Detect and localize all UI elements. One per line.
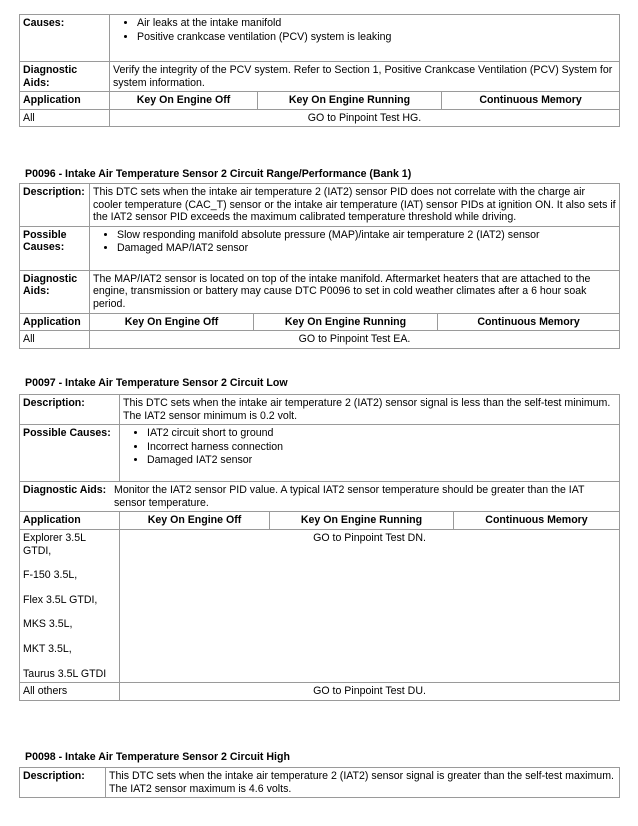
list-item: • Positive crankcase ventilation (PCV) system is leaking (137, 31, 616, 44)
causes-list (93, 229, 616, 255)
diagnostic-aids-label: Diagnostic Aids: (23, 484, 107, 497)
column-header-koeo: Key On Engine Off (120, 512, 270, 530)
column-header-application: Application (20, 512, 120, 530)
table-row (20, 683, 620, 701)
list-item: • IAT2 circuit short to ground (147, 427, 616, 440)
description-label: Description: (20, 184, 90, 227)
causes-list (123, 427, 616, 467)
dtc-title-p0097: P0097 - Intake Air Temperature Sensor 2 Circuit Low (25, 377, 288, 389)
diagnostic-aids-text: Verify the integrity of the PCV system. Refer to Section 1, Positive Crankcase Ventilation (PCV) System for system information. (110, 62, 620, 92)
list-item: • Slow responding manifold absolute pressure (MAP)/intake air temperature 2 (IAT2) sensor (117, 229, 616, 242)
dtc-table-p0096 (19, 183, 620, 349)
table-row (20, 109, 620, 127)
diagnostic-aids-row (20, 482, 620, 512)
list-item: • Incorrect harness connection (147, 441, 616, 454)
causes-cell (110, 15, 620, 62)
description-text: This DTC sets when the intake air temperature 2 (IAT2) sensor signal is greater than the self-test maximum. The IAT2 sensor maximum is 4.6 volts. (106, 768, 620, 798)
list-item: Explorer 3.5L GTDI, (23, 531, 86, 557)
diagnostic-aids-text: The MAP/IAT2 sensor is located on top of the intake manifold. Aftermarket heaters that are attached to the engine, transmission or battery may cause DTC P0096 to set in cold weather climates after a 6 hour soak period. (90, 270, 620, 313)
list-item: MKT 3.5L, (23, 642, 72, 655)
column-header-koer: Key On Engine Running (258, 92, 442, 110)
list-item: F-150 3.5L, (23, 569, 78, 582)
causes-list (113, 17, 616, 43)
list-item: Flex 3.5L GTDI, (23, 593, 98, 606)
pinpoint-test-cell: GO to Pinpoint Test EA. (90, 331, 620, 349)
column-header-koer: Key On Engine Running (270, 512, 454, 530)
causes-cell (120, 425, 620, 482)
list-item: • Damaged IAT2 sensor (147, 454, 616, 467)
description-text: This DTC sets when the intake air temperature 2 (IAT2) sensor PID does not correlate with the charge air cooler temperature (CAC_T) sensor or the intake air temperature (IAT) sensor PIDs at ignition ON. It also sets if the IAT2 sensor PID exceeds the maximum calibrated temperature threshold while driving. (90, 184, 620, 227)
list-item: • Air leaks at the intake manifold (137, 17, 616, 30)
dtc-table-continued (19, 14, 620, 127)
list-item: Taurus 3.5L GTDI (23, 667, 107, 680)
pinpoint-test-cell: GO to Pinpoint Test DU. (120, 683, 620, 701)
causes-label: Causes: (20, 15, 110, 62)
column-header-koer: Key On Engine Running (254, 313, 438, 331)
dtc-title-p0096: P0096 - Intake Air Temperature Sensor 2 Circuit Range/Performance (Bank 1) (25, 168, 412, 180)
table-row (20, 331, 620, 349)
application-list-cell (20, 529, 120, 682)
column-header-continuous-memory: Continuous Memory (442, 92, 620, 110)
dtc-table-p0098 (19, 767, 620, 798)
possible-causes-label: Possible Causes: (20, 226, 90, 270)
pinpoint-test-cell: GO to Pinpoint Test DN. (120, 529, 620, 682)
description-label: Description: (20, 768, 106, 798)
pinpoint-test-cell: GO to Pinpoint Test HG. (110, 109, 620, 127)
column-header-koeo: Key On Engine Off (90, 313, 254, 331)
dtc-title-p0098: P0098 - Intake Air Temperature Sensor 2 Circuit High (25, 751, 290, 763)
description-text: This DTC sets when the intake air temperature 2 (IAT2) sensor signal is less than the self-test minimum. The IAT2 sensor minimum is 0.2 volt. (120, 395, 620, 425)
diagnostic-aids-label: Diagnostic Aids: (20, 62, 110, 92)
column-header-application: Application (20, 313, 90, 331)
column-header-continuous-memory: Continuous Memory (454, 512, 620, 530)
column-header-application: Application (20, 92, 110, 110)
column-header-continuous-memory: Continuous Memory (438, 313, 620, 331)
list-item: • Damaged MAP/IAT2 sensor (117, 242, 616, 255)
list-item: MKS 3.5L, (23, 618, 73, 631)
application-cell: All others (20, 683, 120, 701)
causes-cell (90, 226, 620, 270)
description-label: Description: (20, 395, 120, 425)
application-cell: All (20, 331, 90, 349)
application-cell: All (20, 109, 110, 127)
table-row (20, 529, 620, 682)
diagnostic-aids-text: Monitor the IAT2 sensor PID value. A typical IAT2 sensor temperature should be greater than the IAT sensor temperature. (114, 484, 585, 509)
possible-causes-label: Possible Causes: (20, 425, 120, 482)
diagnostic-aids-label: Diagnostic Aids: (20, 270, 90, 313)
dtc-table-p0097 (19, 394, 620, 701)
column-header-koeo: Key On Engine Off (110, 92, 258, 110)
